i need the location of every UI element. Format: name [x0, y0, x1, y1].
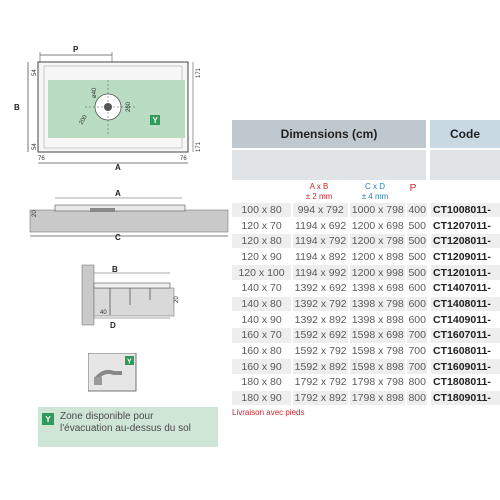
- table-row: [232, 249, 500, 265]
- ab-subheader: A x B ± 2 mm: [305, 182, 333, 201]
- svg-text:54: 54: [32, 143, 38, 150]
- label-c: C: [115, 233, 121, 242]
- cell-cd: 1598 x 698: [351, 329, 404, 342]
- table-body: [232, 202, 500, 406]
- cell-ab: 1194 x 892: [295, 250, 347, 263]
- cell-p: 500: [408, 266, 426, 279]
- cell-code: CT1608011-: [433, 345, 491, 358]
- svg-text:20: 20: [174, 296, 180, 303]
- drain-detail: [88, 353, 138, 393]
- cell-ab: 1392 x 692: [294, 282, 347, 295]
- cell-p: 700: [408, 329, 426, 342]
- table-row: [232, 280, 500, 296]
- svg-text:171: 171: [196, 141, 202, 152]
- label-b: B: [14, 103, 20, 112]
- cell-code: CT1409011-: [433, 313, 491, 326]
- svg-text:76: 76: [38, 156, 45, 162]
- cell-ab: 1194 x 792: [295, 235, 347, 248]
- cell-cd: 1798 x 898: [351, 392, 404, 405]
- legend-badge: Y: [42, 413, 54, 425]
- cell-code: CT1408011-: [431, 297, 500, 312]
- cell-p: 500: [408, 235, 426, 248]
- svg-text:A: A: [115, 189, 121, 198]
- legend-text: [60, 411, 191, 435]
- label-b-side: B: [112, 265, 118, 274]
- cell-cd: 1200 x 998: [351, 266, 404, 279]
- cell-p: 600: [408, 282, 426, 295]
- cell-ab: 1194 x 992: [295, 266, 347, 279]
- cell-size: 180 x 80: [241, 376, 282, 389]
- svg-text:20: 20: [32, 210, 38, 217]
- dimensions-header: Dimensions (cm): [232, 120, 426, 148]
- cell-p: 800: [408, 376, 426, 389]
- cell-p: 700: [408, 360, 426, 373]
- p-subheader: P: [409, 183, 417, 194]
- cell-ab: 1392 x 892: [294, 313, 347, 326]
- top-view-drawing: [0, 40, 230, 170]
- cell-code: CT1809011-: [431, 391, 500, 406]
- table-row: [232, 343, 500, 359]
- cell-code: CT1201011-: [431, 265, 500, 280]
- cell-ab: 1592 x 692: [294, 329, 347, 342]
- cell-cd: 1598 x 798: [351, 345, 404, 358]
- cell-size: 120 x 70: [241, 219, 282, 232]
- cell-ab: 1792 x 892: [294, 392, 347, 405]
- label-d: D: [110, 321, 116, 330]
- side-view-bd: [0, 258, 230, 330]
- cell-ab: 1792 x 792: [294, 376, 347, 389]
- cell-ab: 994 x 792: [293, 203, 348, 218]
- cell-size: 140 x 80: [232, 297, 291, 312]
- svg-text:200: 200: [78, 114, 89, 126]
- cell-p: 600: [408, 313, 426, 326]
- table-row: [232, 359, 500, 375]
- cell-cd: 1200 x 898: [351, 250, 404, 263]
- table-row: [232, 375, 500, 391]
- cell-ab: 1392 x 792: [294, 297, 347, 310]
- cell-cd: 1398 x 698: [351, 282, 404, 295]
- cell-code: CT1209011-: [433, 250, 491, 263]
- cell-size: 160 x 80: [241, 345, 282, 358]
- cell-cd: 1798 x 798: [351, 376, 404, 389]
- cd-subheader: C x D ± 4 mm: [361, 182, 389, 201]
- svg-text:76: 76: [180, 156, 187, 162]
- cell-cd: 1398 x 898: [351, 313, 404, 326]
- side-view-ac: [0, 188, 230, 243]
- svg-text:Y: Y: [152, 116, 158, 125]
- svg-text:Y: Y: [127, 358, 132, 366]
- label-a: A: [115, 163, 121, 170]
- legend-line-1: Zone disponible pour: [60, 411, 154, 422]
- table-row: [232, 265, 500, 281]
- label-p: P: [73, 45, 79, 54]
- cell-cd: 1598 x 898: [351, 360, 404, 373]
- cell-size: 140 x 70: [241, 282, 282, 295]
- cell-p: 800: [408, 392, 426, 405]
- cell-p: 600: [408, 297, 426, 310]
- cell-cd: 1200 x 798: [351, 235, 404, 248]
- legend-line-2: l'évacuation au-dessus du sol: [60, 423, 191, 434]
- table-row: [232, 202, 500, 218]
- cell-code: CT1407011-: [433, 282, 491, 295]
- cell-p: 500: [408, 219, 426, 232]
- svg-text:54: 54: [32, 69, 38, 76]
- cell-code: CT1208011-: [431, 234, 500, 249]
- cell-code: CT1607011-: [431, 328, 500, 343]
- cell-p: 400: [408, 203, 426, 216]
- cell-p: 500: [408, 250, 426, 263]
- cell-code: CT1609011-: [431, 359, 500, 374]
- cell-code: CT1808011-: [433, 376, 491, 389]
- svg-text:260: 260: [126, 101, 132, 112]
- table-row: [232, 328, 500, 344]
- cell-size: 160 x 90: [232, 359, 291, 374]
- cell-size: 120 x 100: [232, 265, 291, 280]
- cell-ab: 1194 x 692: [295, 219, 347, 232]
- cell-ab: 1592 x 892: [294, 360, 347, 373]
- table-row: [232, 296, 500, 312]
- table-row: [232, 233, 500, 249]
- cell-cd: 1200 x 698: [351, 219, 404, 232]
- header-band-code: [430, 150, 500, 180]
- table-row: [232, 390, 500, 406]
- header-band: [232, 150, 426, 180]
- table-row: [232, 312, 500, 328]
- cell-code: CT1008011-: [431, 203, 500, 218]
- cell-size: 120 x 80: [232, 234, 291, 249]
- legend-box: [38, 407, 218, 447]
- cell-cd: 1398 x 798: [351, 297, 404, 310]
- cell-size: 140 x 90: [241, 313, 282, 326]
- delivery-note: Livraison avec pieds: [232, 408, 305, 417]
- cell-size: 180 x 90: [232, 391, 291, 406]
- code-header: Code: [430, 120, 500, 148]
- cell-cd: 1000 x 798: [351, 203, 404, 216]
- cell-code: CT1207011-: [433, 219, 491, 232]
- table-row: [232, 218, 500, 234]
- svg-text:40: 40: [100, 310, 107, 316]
- svg-text:ø40: ø40: [92, 87, 98, 98]
- cell-size: 100 x 80: [232, 203, 291, 218]
- cell-size: 120 x 90: [241, 250, 282, 263]
- svg-text:171: 171: [196, 67, 202, 78]
- cell-ab: 1592 x 792: [294, 345, 347, 358]
- cell-p: 700: [408, 345, 426, 358]
- cell-size: 160 x 70: [232, 328, 291, 343]
